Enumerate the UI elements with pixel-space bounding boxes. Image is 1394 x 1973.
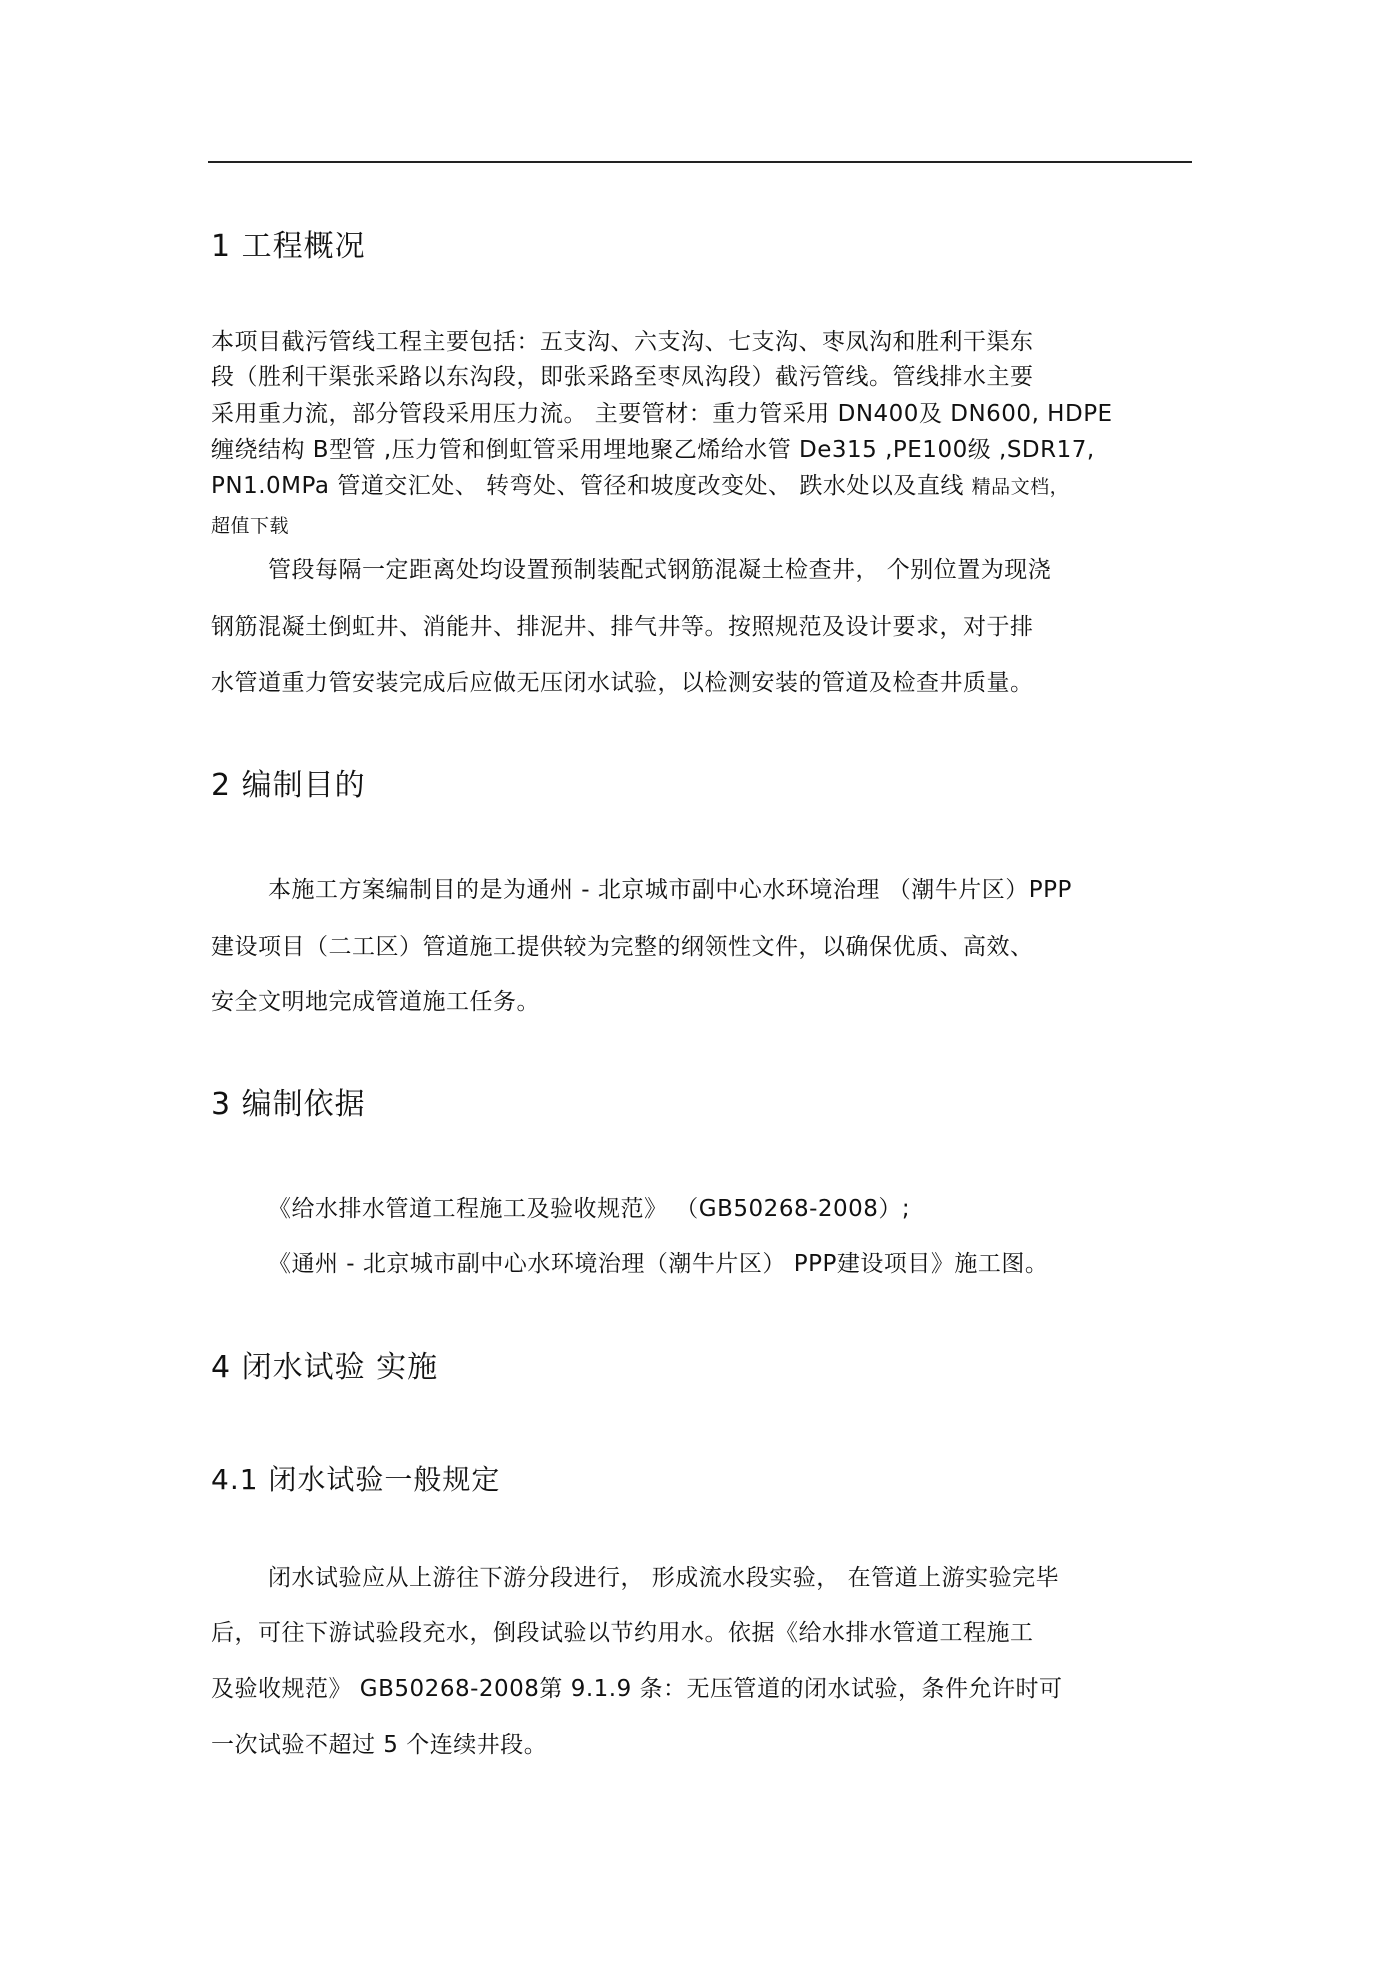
- section-1-line-3: 采用重力流，部分管段采用压力流。 主要管材：重力管采用 DN400及 DN600, HDPE: [211, 401, 1113, 427]
- section-2-line-2: 建设项目（二工区）管道施工提供较为完整的纲领性文件，以确保优质、高效、: [211, 934, 1034, 960]
- section-1-line-8: 钢筋混凝土倒虹井、消能井、排泥井、排气井等。按照规范及设计要求，对于排: [211, 614, 1034, 640]
- section-3-line-1: 《给水排水管道工程施工及验收规范》 （GB50268-2008）;: [268, 1196, 911, 1222]
- section-4-1-heading: 4.1 闭水试验一般规定: [211, 1463, 501, 1496]
- section-2-line-3: 安全文明地完成管道施工任务。: [211, 989, 540, 1015]
- section-1-heading: 1 工程概况: [211, 229, 366, 264]
- watermark-inline: 精品文档，: [971, 476, 1070, 498]
- section-1-line-5-text: PN1.0MPa 管道交汇处、 转弯处、管径和坡度改变处、 跌水处以及直线: [211, 473, 972, 499]
- section-4-1-line-2: 后，可往下游试验段充水，倒段试验以节约用水。依据《给水排水管道工程施工: [211, 1620, 1034, 1646]
- section-1-line-4: 缠绕结构 B型管 ,压力管和倒虹管采用埋地聚乙烯给水管 De315 ,PE100级 ,SDR17,: [211, 437, 1095, 463]
- section-2-heading: 2 编制目的: [211, 768, 366, 803]
- section-4-1-line-3: 及验收规范》 GB50268-2008第 9.1.9 条：无压管道的闭水试验，条件允许时可: [211, 1676, 1063, 1702]
- section-1-line-2: 段（胜利干渠张采路以东沟段，即张采路至枣凤沟段）截污管线。管线排水主要: [211, 364, 1034, 390]
- section-3-heading: 3 编制依据: [211, 1087, 366, 1122]
- section-1-line-1: 本项目截污管线工程主要包括：五支沟、六支沟、七支沟、枣凤沟和胜利干渠东: [211, 329, 1034, 355]
- section-1-line-7: 管段每隔一定距离处均设置预制装配式钢筋混凝土检查井， 个别位置为现浇: [268, 557, 1052, 583]
- header-rule: [208, 161, 1192, 163]
- section-1-line-9: 水管道重力管安装完成后应做无压闭水试验，以检测安装的管道及检查井质量。: [211, 670, 1034, 696]
- section-1-line-6: 超值下载: [211, 515, 290, 537]
- section-1-line-5: [211, 471, 1069, 502]
- section-3-line-2: 《通州 - 北京城市副中心水环境治理（潮牛片区） PPP建设项目》施工图。: [268, 1251, 1049, 1277]
- section-4-1-line-1: 闭水试验应从上游往下游分段进行， 形成流水段实验， 在管道上游实验完毕: [268, 1565, 1060, 1591]
- section-4-1-line-4: 一次试验不超过 5 个连续井段。: [211, 1732, 548, 1758]
- section-4-heading: 4 闭水试验 实施: [211, 1350, 439, 1385]
- section-2-line-1: 本施工方案编制目的是为通州 - 北京城市副中心水环境治理 （潮牛片区）PPP: [268, 877, 1072, 903]
